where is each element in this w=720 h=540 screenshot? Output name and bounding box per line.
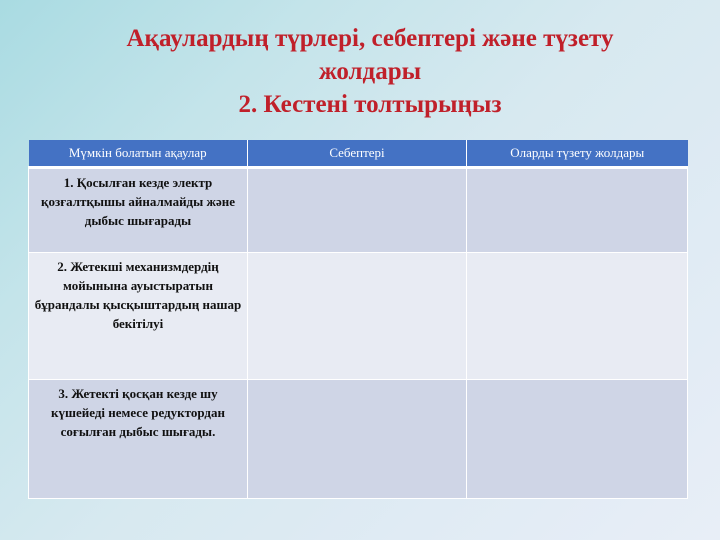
title-line-2: жолдары bbox=[318, 58, 422, 85]
fix-cell[interactable] bbox=[467, 253, 688, 380]
fault-cell: 3. Жетекті қосқан кезде шу күшейеді немесе редуктордан соғылған дыбыс шығады. bbox=[29, 380, 248, 499]
cause-cell[interactable] bbox=[248, 380, 467, 499]
slide-title bbox=[60, 22, 680, 121]
header-causes: Себептері bbox=[248, 140, 467, 168]
header-fix-methods: Оларды түзету жолдары bbox=[467, 140, 688, 168]
table-row bbox=[29, 168, 688, 253]
table-row bbox=[29, 253, 688, 380]
cause-cell[interactable] bbox=[248, 253, 467, 380]
table-row bbox=[29, 380, 688, 499]
faults-table-container bbox=[28, 140, 687, 499]
title-line-3: 2. Кестені толтырыңыз bbox=[238, 91, 502, 118]
fix-cell[interactable] bbox=[467, 380, 688, 499]
faults-table bbox=[28, 140, 688, 499]
fault-cell: 1. Қосылған кезде электр қозғалтқышы айналмайды және дыбыс шығарады bbox=[29, 168, 248, 253]
title-line-1: Ақаулардың түрлері, себептері және түзету bbox=[126, 25, 614, 52]
table-header-row bbox=[29, 140, 688, 168]
header-possible-faults: Мүмкін болатын ақаулар bbox=[29, 140, 248, 168]
fix-cell[interactable] bbox=[467, 168, 688, 253]
fault-cell: 2. Жетекші механизмдердің мойынына ауыстыратын бұрандалы қысқыштардың нашар бекітілуі bbox=[29, 253, 248, 380]
cause-cell[interactable] bbox=[248, 168, 467, 253]
